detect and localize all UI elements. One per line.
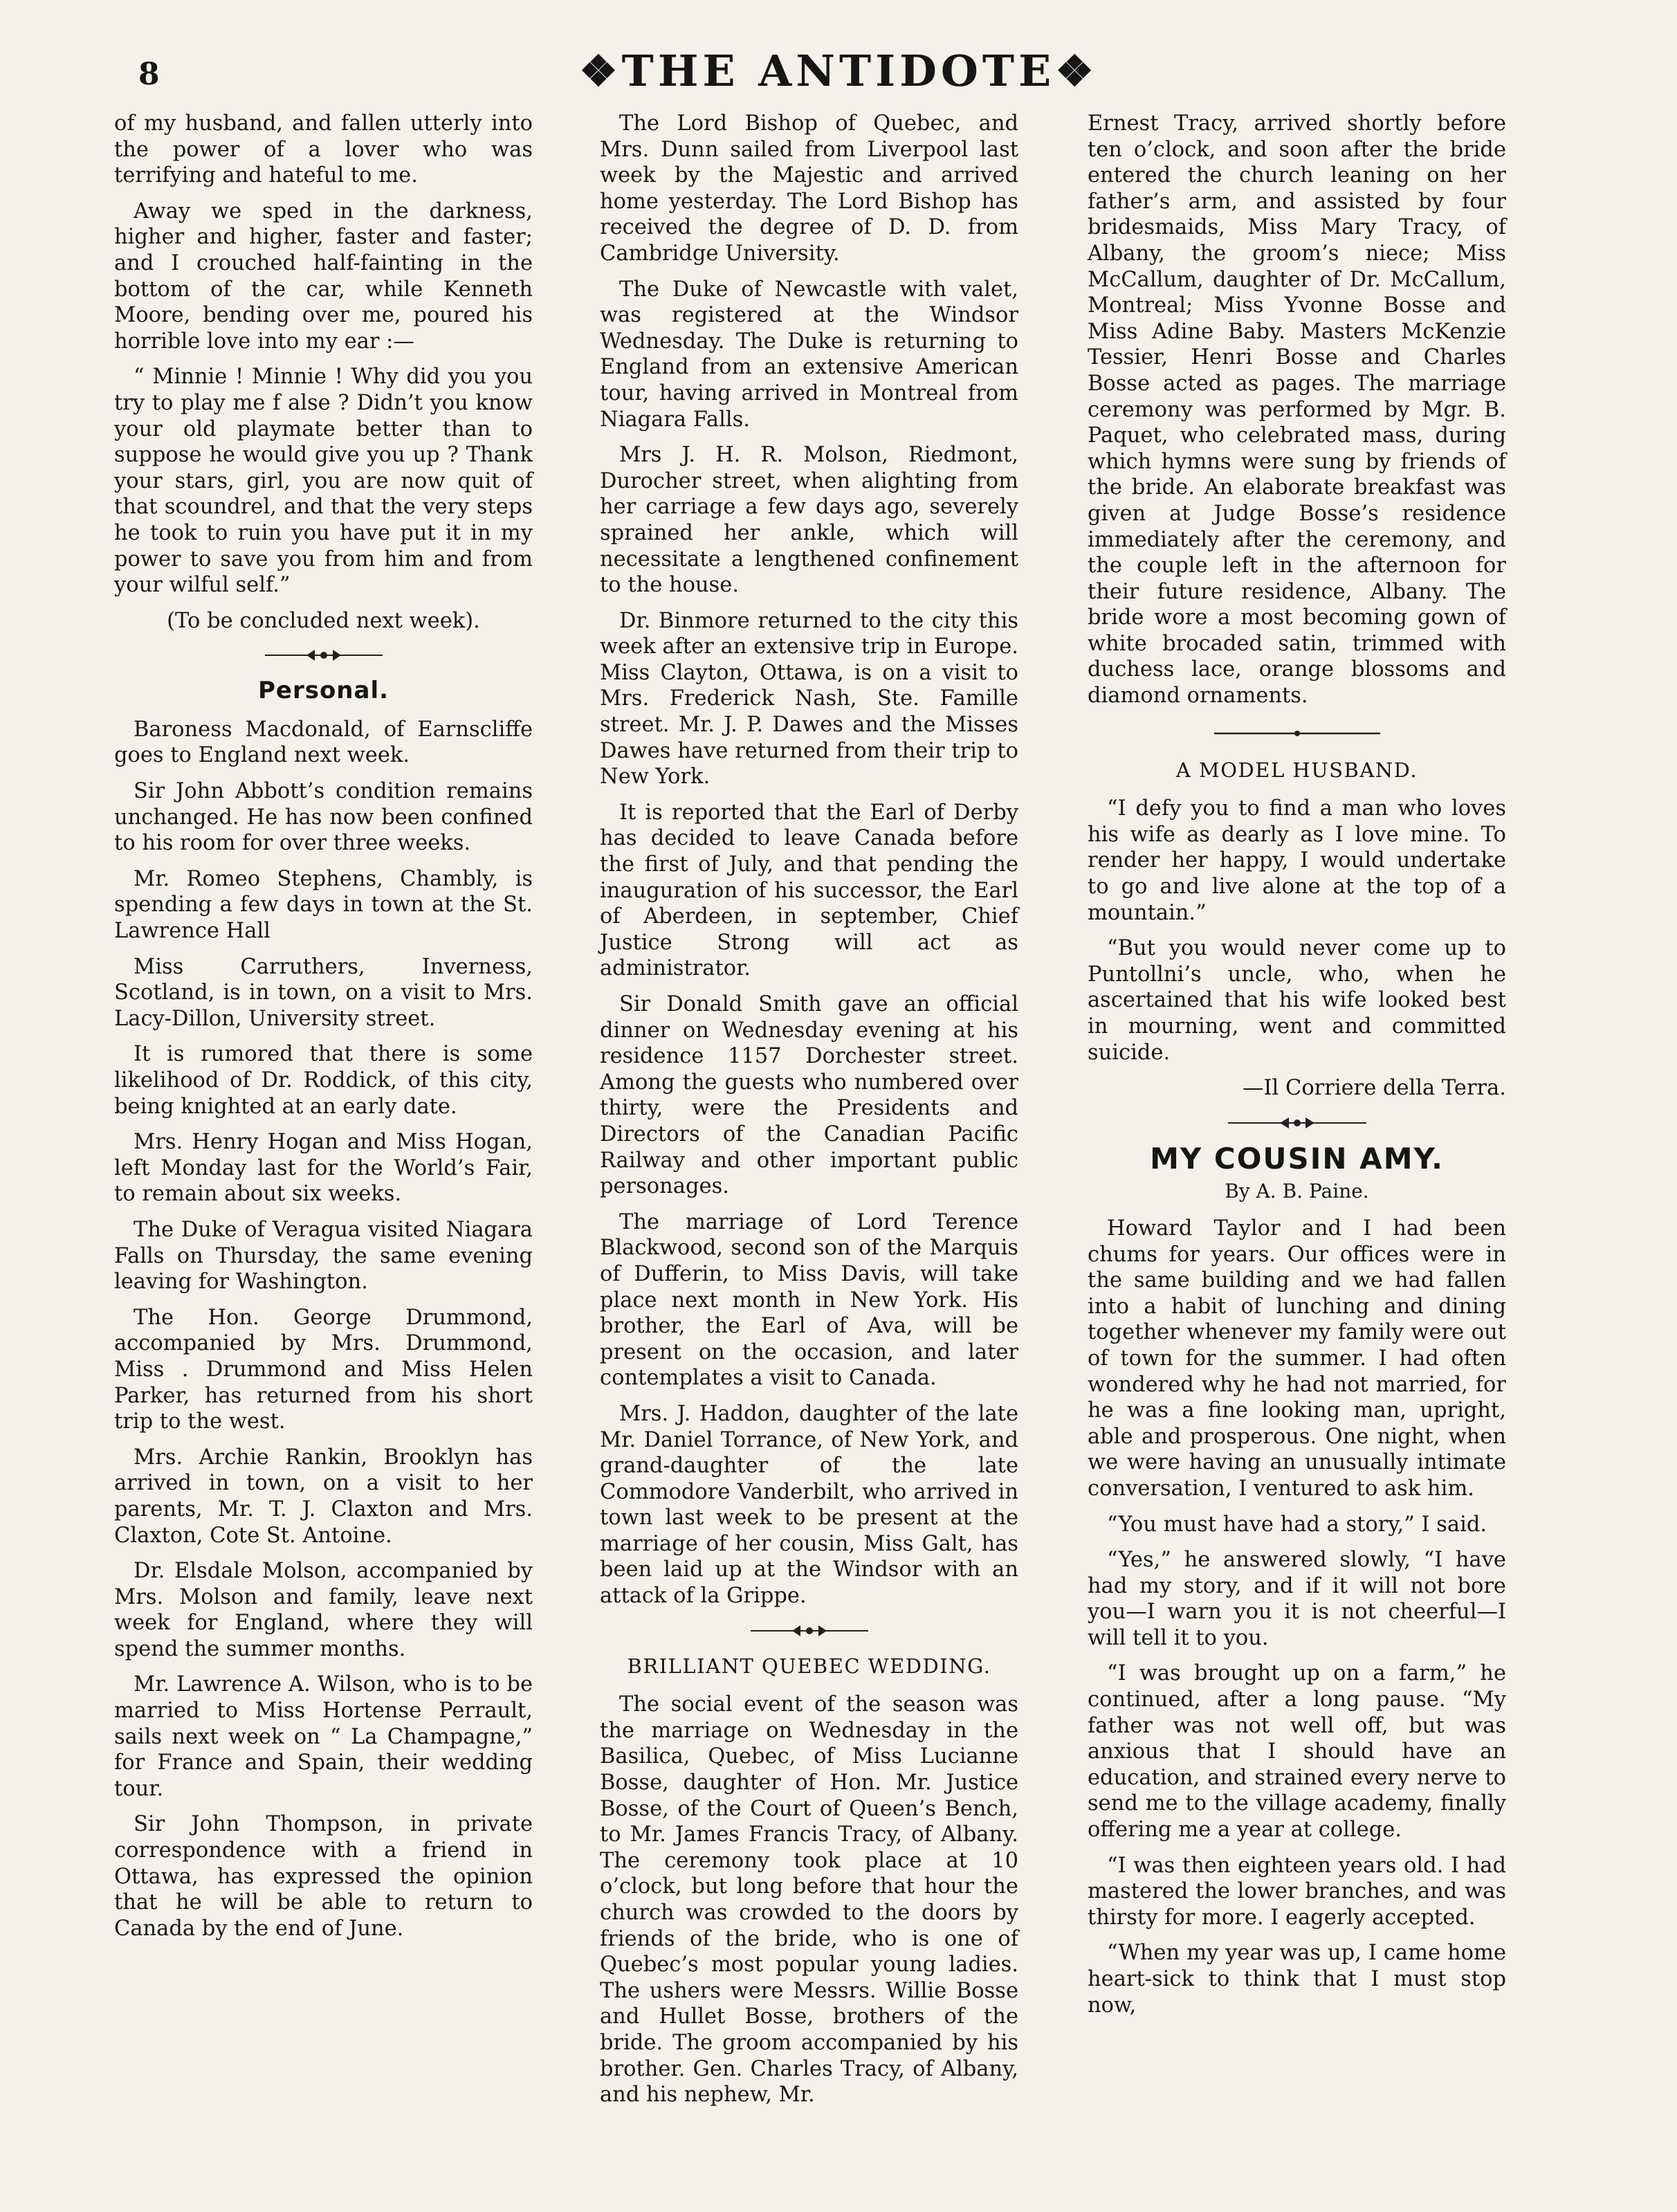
personal-item: Mrs. Henry Hogan and Miss Hogan, left Monday last for the World’s Fair, to remain about six weeks.	[114, 1130, 533, 1207]
story-paragraph: “When my year was up, I came home heart-sick to think that I must stop now,	[1088, 1941, 1506, 2018]
story-paragraph: Away we sped in the darkness, higher and higher, faster and faster; and I crouched half-fainting in the bottom of the car, while Kenneth Moore, bending over me, poured his horrible love into my ear :—	[114, 199, 533, 354]
personal-item: Dr. Binmore returned to the city this week after an extensive trip in Europe. Miss Clayton, Ottawa, is on a visit to Mrs. Frederick Nash, Ste. Famille street. Mr. J. P. Dawes and the Misses Dawes have returned from their trip to New York.	[600, 608, 1018, 789]
ornament-divider-icon	[1228, 1115, 1366, 1131]
page-number: 8	[138, 57, 160, 92]
personal-item: Sir John Thompson, in private correspondence with a friend in Ottawa, has expressed the opinion that he will be able to return to Canada by the end of June.	[114, 1812, 533, 1941]
byline: By A. B. Paine.	[1225, 1180, 1369, 1203]
personal-item: Dr. Elsdale Molson, accompanied by Mrs. Molson and family, leave next week for England, where they will spend the summer months.	[114, 1559, 533, 1661]
personal-item: The marriage of Lord Terence Blackwood, second son of the Marquis of Dufferin, to Miss Davis, will take place next month in New York. His brother, the Earl of Ava, will be present on the occasion, and later contemplates a visit to Canada.	[600, 1209, 1018, 1391]
personal-item: It is reported that the Earl of Derby has decided to leave Canada before the first of July, and that pending the inauguration of his successor, the Earl of Aberdeen, in september, Chief Justice Strong will act as administrator.	[600, 800, 1018, 981]
husband-paragraph: “But you would never come up to Puntollni’s uncle, who, when he ascertained that his wife looked best in mourning, went and committed suicide.	[1088, 936, 1506, 1065]
personal-item: The Lord Bishop of Quebec, and Mrs. Dunn sailed from Liverpool last week by the Majestic and arrived home yesterday. The Lord Bishop has received the degree of D. D. from Cambridge University.	[600, 111, 1018, 266]
story-paragraph: Howard Taylor and I had been chums for years. Our offices were in the same building and we had fallen into a habit of lunching and dining together whenever my family were out of town for the summer. I had often wondered why he had not married, for he was a fine looking man, upright, able and prosperous. One night, when we were having an unusually intimate conversation, I ventured to ask him.	[1088, 1216, 1506, 1501]
column-3	[1088, 111, 1506, 2028]
personal-item: Baroness Macdonald, of Earnscliffe goes to England next week.	[114, 717, 533, 768]
personal-item: The Hon. George Drummond, accompanied by Mrs. Drummond, Miss . Drummond and Miss Helen Parker, has returned from his short trip to the west.	[114, 1305, 533, 1434]
story-paragraph: “Yes,” he answered slowly, “I have had my story, and if it will not bore you—I warn you it is not cheerful—I will tell it to you.	[1088, 1548, 1506, 1650]
personal-item: The Duke of Veragua visited Niagara Falls on Thursday, the same evening leaving for Washington.	[114, 1217, 533, 1295]
story-paragraph: “I was then eighteen years old. I had mastered the lower branches, and was thirsty for more. I eagerly accepted.	[1088, 1853, 1506, 1930]
story-paragraph: of my husband, and fallen utterly into the power of a lover who was terrifying and hateful to me.	[114, 111, 533, 188]
personal-item: Miss Carruthers, Inverness, Scotland, is in town, on a visit to Mrs. Lacy-Dillon, University street.	[114, 954, 533, 1031]
column-2	[600, 111, 1018, 2118]
husband-paragraph: “I defy you to find a man who loves his wife as dearly as I love mine. To render her happy, I would undertake to go and live alone at the top of a mountain.”	[1088, 796, 1506, 925]
personal-item: Mrs. Archie Rankin, Brooklyn has arrived in town, on a visit to her parents, Mr. T. J. Claxton and Mrs. Claxton, Cote St. Antoine.	[114, 1445, 533, 1548]
personal-heading: Personal.	[257, 677, 390, 705]
masthead: ❖THE ANTIDOTE❖	[579, 46, 1098, 96]
column-1	[114, 111, 533, 1951]
wedding-heading: BRILLIANT QUEBEC WEDDING.	[627, 1654, 991, 1678]
rule-divider-icon	[1214, 729, 1380, 738]
personal-item: Sir John Abbott’s condition remains unchanged. He has now been confined to his room for over three weeks.	[114, 779, 533, 856]
personal-item: Mrs. J. Haddon, daughter of the late Mr. Daniel Torrance, of New York, and grand-daughter of the late Commodore Vanderbilt, who arrived in town last week to be present at the marriage of her cousin, Miss Galt, has been laid up at the Windsor with an attack of la Grippe.	[600, 1401, 1018, 1609]
husband-source: —Il Corriere della Terra.	[1242, 1076, 1506, 1101]
ornament-divider-icon	[265, 648, 383, 663]
ornament-divider-icon	[751, 1623, 868, 1638]
personal-item: Mrs J. H. R. Molson, Riedmont, Durocher street, when alighting from her carriage a few days ago, severely sprained her ankle, which will necessitate a lengthened confinement to the house.	[600, 443, 1018, 598]
to-be-concluded: (To be concluded next week).	[167, 608, 480, 633]
personal-item: Mr. Lawrence A. Wilson, who is to be married to Miss Hortense Perrault, sails next week on “ La Champagne,” for France and Spain, their wedding tour.	[114, 1672, 533, 1801]
personal-item: Mr. Romeo Stephens, Chambly, is spending a few days in town at the St. Lawrence Hall	[114, 866, 533, 944]
wedding-paragraph: The social event of the season was the marriage on Wednesday in the Basilica, Quebec, of Miss Lucianne Bosse, daughter of Hon. Mr. Justice Bosse, of the Court of Queen’s Bench, to Mr. James Francis Tracy, of Albany. The ceremony took place at 10 o’clock, but long before that hour the church was crowded to the doors by friends of the bride, who is one of Quebec’s most popular young ladies. The ushers were Messrs. Willie Bosse and Hullet Bosse, brothers of the bride. The groom accompanied by his brother. Gen. Charles Tracy, of Albany, and his nephew, Mr.	[600, 1692, 1018, 2108]
personal-item: Sir Donald Smith gave an official dinner on Wednesday evening at his residence 1157 Dorchester street. Among the guests who numbered over thirty, were the Presidents and Directors of the Canadian Pacific Railway and other important public personages.	[600, 992, 1018, 1199]
personal-item: The Duke of Newcastle with valet, was registered at the Windsor Wednesday. The Duke is returning to England from an extensive American tour, having arrived in Montreal from Niagara Falls.	[600, 277, 1018, 432]
model-husband-heading: A MODEL HUSBAND.	[1175, 758, 1418, 782]
story-paragraph: “ Minnie ! Minnie ! Why did you you try to play me f alse ? Didn’t you know your old playmate better than to suppose he would give you up ? Thank your stars, girl, you are now quit of that scoundrel, and that the very steps he took to ruin you have put it in my power to save you from him and from your wilful self.”	[114, 365, 533, 598]
story-paragraph: “I was brought up on a farm,” he continued, after a long pause. “My father was not well off, but was anxious that I should have an education, and strained every nerve to send me to the village academy, finally offering me a year at college.	[1088, 1661, 1506, 1843]
story-paragraph: “You must have had a story,” I said.	[1107, 1512, 1487, 1537]
personal-item: It is rumored that there is some likelihood of Dr. Roddick, of this city, being knighted at an early date.	[114, 1042, 533, 1119]
my-cousin-amy-heading: MY COUSIN AMY.	[1150, 1141, 1444, 1176]
wedding-paragraph: Ernest Tracy, arrived shortly before ten o’clock, and soon after the bride entered the church leaning on her father’s arm, and assisted by four bridesmaids, Miss Mary Tracy, of Albany, the groom’s niece; Miss McCallum, daughter of Dr. McCallum, Montreal; Miss Yvonne Bosse and Miss Adine Baby. Masters McKenzie Tessier, Henri Bosse and Charles Bosse acted as pages. The marriage ceremony was performed by Mgr. B. Paquet, who celebrated mass, during which hymns were sung by friends of the bride. An elaborate breakfast was given at Judge Bosse’s residence immediately after the ceremony, and the couple left in the afternoon for their future residence, Albany. The bride wore a most becoming gown of white brocaded satin, trimmed with duchess lace, orange blossoms and diamond ornaments.	[1088, 111, 1506, 709]
